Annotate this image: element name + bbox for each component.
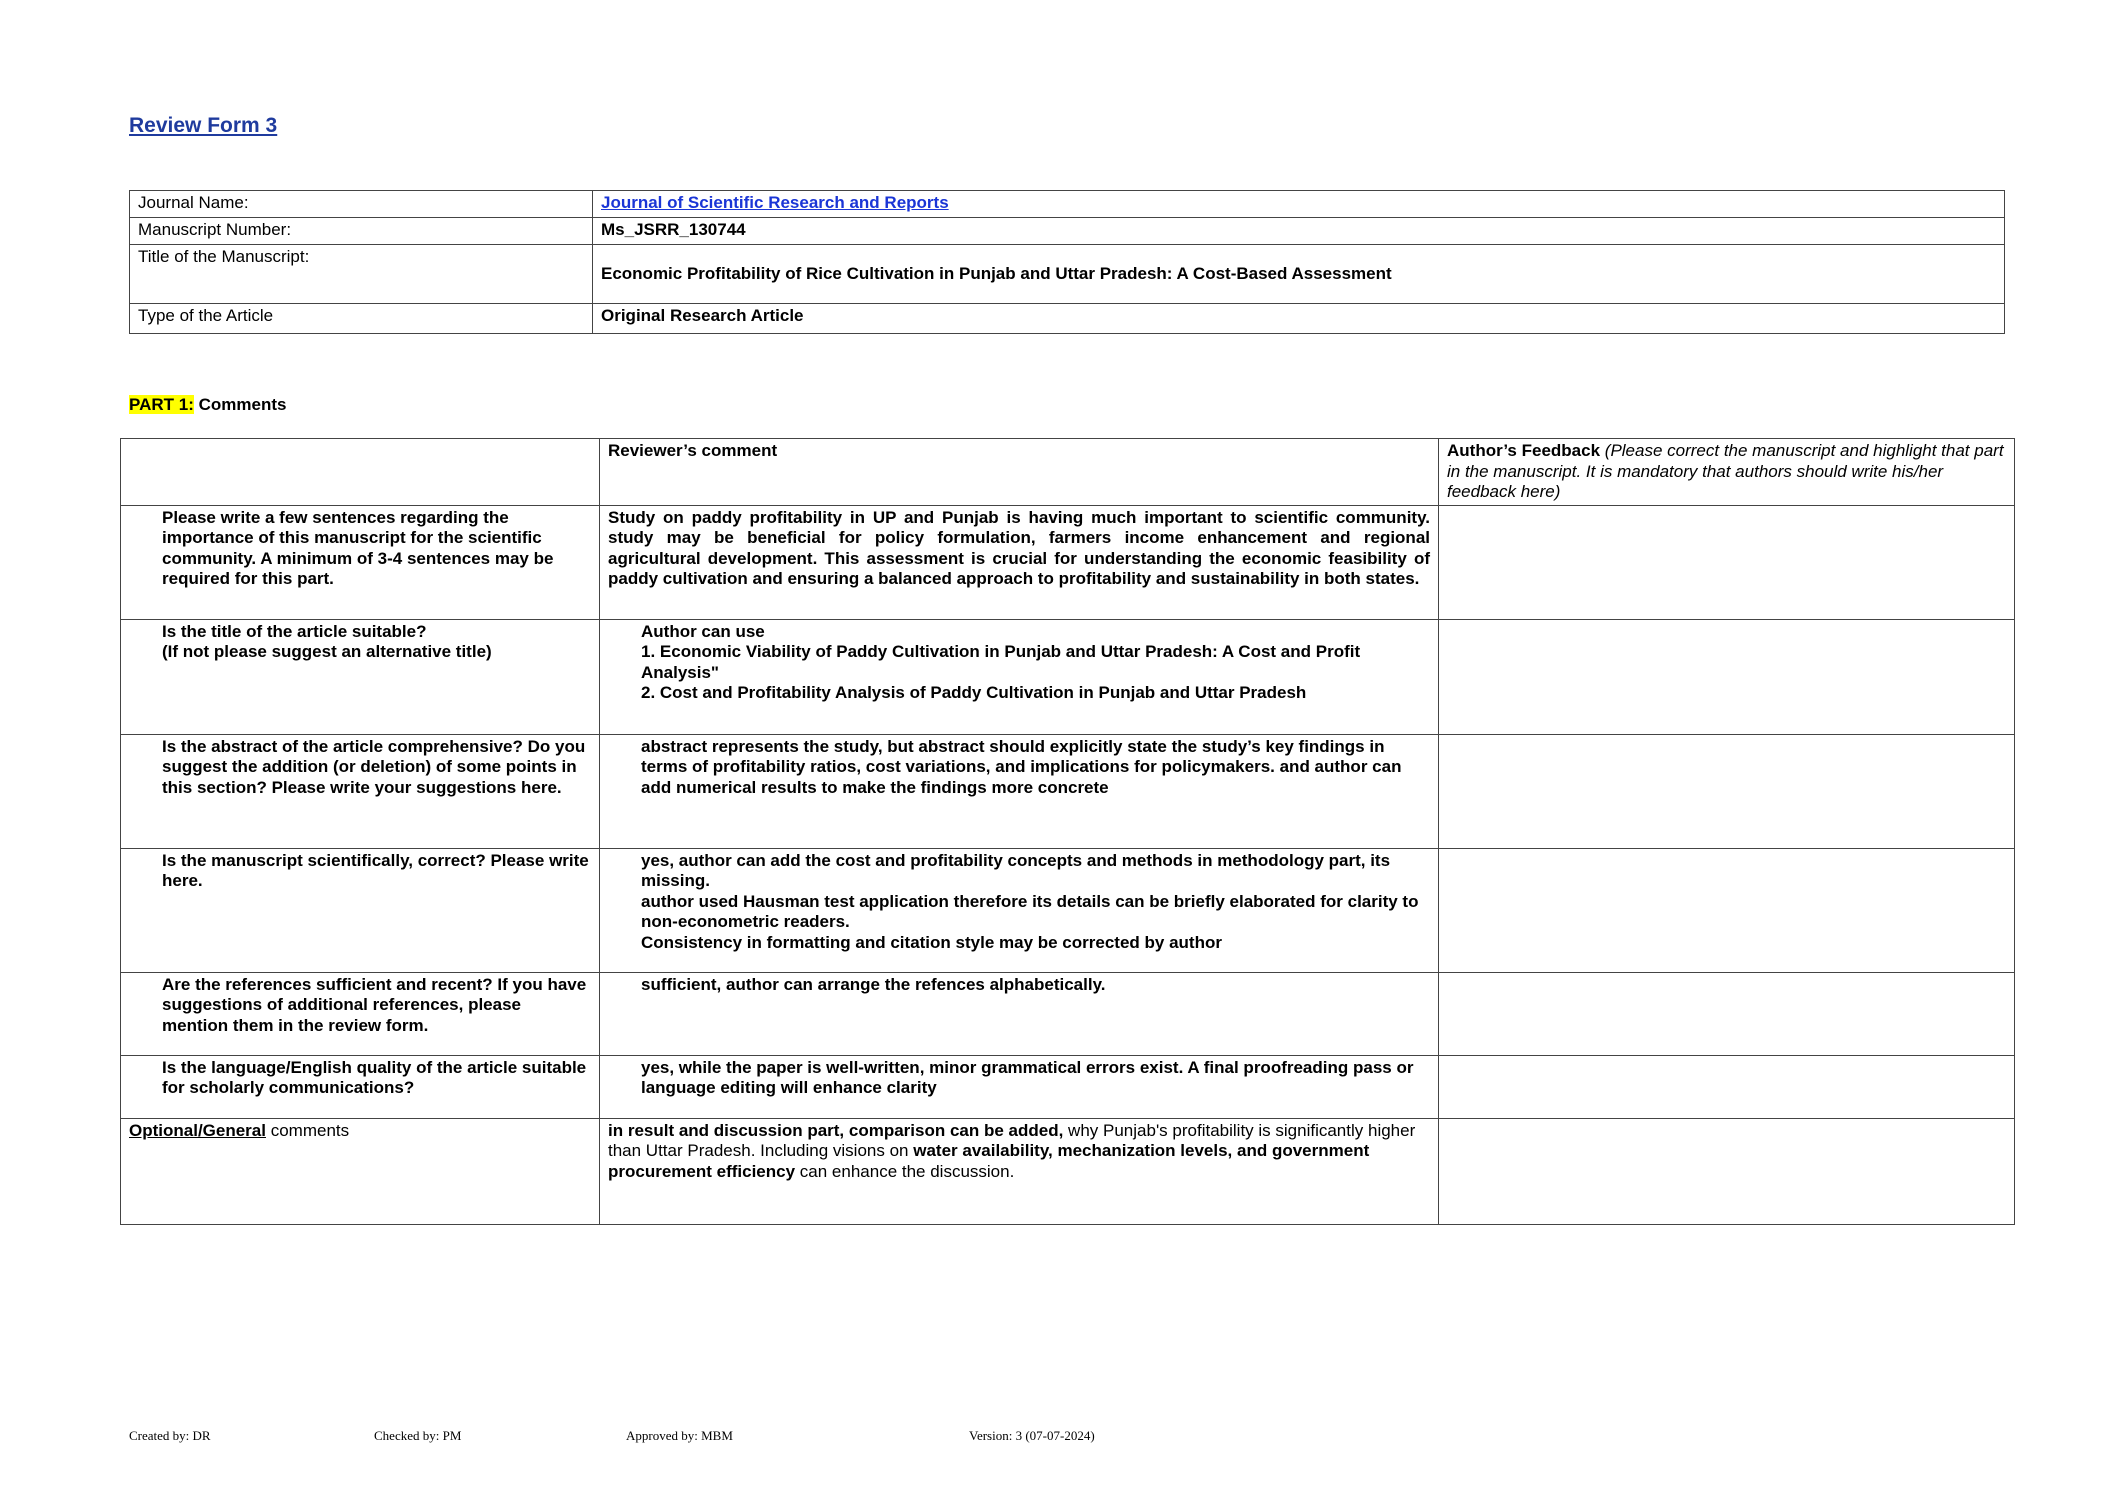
info-row-title <box>130 245 2005 304</box>
part1-title: Comments <box>198 395 287 414</box>
footer-version: Version: 3 (07-07-2024) <box>969 1428 1095 1443</box>
table-row <box>121 848 2015 972</box>
reviewer-comment: sufficient, author can arrange the refences alphabetically. <box>600 972 1439 1055</box>
reviewer-comment: Author can use 1. Economic Viability of Paddy Cultivation in Punjab and Uttar Pradesh: A Cost and Profit Analysis" 2. Cost and Profitability Analysis of Paddy Cultivation in Punjab and Uttar Pradesh <box>600 619 1439 734</box>
reviewer-comment: yes, while the paper is well-written, minor grammatical errors exist. A final proofreading pass or language editing will enhance clarity <box>600 1055 1439 1118</box>
author-feedback-cell[interactable] <box>1439 505 2015 619</box>
type-label: Type of the Article <box>130 304 593 334</box>
table-header-row <box>121 439 2015 506</box>
info-row-type <box>130 304 2005 334</box>
optional-comments-row <box>121 1118 2015 1224</box>
footer-checked: Checked by: PM <box>374 1428 462 1443</box>
table-row <box>121 1055 2015 1118</box>
reviewer-comment: Study on paddy profitability in UP and Punjab is having much important to scientific community. study may be beneficial for policy formulation, farmers income enhancement and regional agricultural development. This assessment is crucial for understanding the economic feasibility of paddy cultivation and ensuring a balanced approach to profitability and sustainability in both states. <box>600 505 1439 619</box>
title-value: Economic Profitability of Rice Cultivation in Punjab and Uttar Pradesh: A Cost-Based Assessment <box>593 245 2005 304</box>
author-feedback-header: Author’s Feedback (Please correct the manuscript and highlight that part in the manuscript. It is mandatory that authors should write his/her feedback here) <box>1439 439 2015 506</box>
manuscript-info-table <box>129 190 2005 334</box>
manuscript-label: Manuscript Number: <box>130 218 593 245</box>
question: Is the language/English quality of the article suitable for scholarly communications? <box>121 1055 600 1118</box>
table-row <box>121 734 2015 848</box>
part1-label: PART 1: <box>129 395 194 414</box>
question: Please write a few sentences regarding the importance of this manuscript for the scientific community. A minimum of 3-4 sentences may be required for this part. <box>121 505 600 619</box>
reviewer-comment: yes, author can add the cost and profitability concepts and methods in methodology part, its missing. author used Hausman test application therefore its details can be briefly elaborated for clarity to non-econometric readers. Consistency in formatting and citation style may be corrected by author <box>600 848 1439 972</box>
question: Is the abstract of the article comprehensive? Do you suggest the addition (or deletion) of some points in this section? Please write your suggestions here. <box>121 734 600 848</box>
journal-label: Journal Name: <box>130 191 593 218</box>
author-feedback-cell[interactable] <box>1439 1118 2015 1224</box>
author-feedback-cell[interactable] <box>1439 972 2015 1055</box>
author-feedback-cell[interactable] <box>1439 848 2015 972</box>
info-row-manuscript <box>130 218 2005 245</box>
question: Is the manuscript scientifically, correct? Please write here. <box>121 848 600 972</box>
optional-comment: in result and discussion part, comparison can be added, why Punjab's profitability is significantly higher than Uttar Pradesh. Including visions on water availability, mechanization levels, and government procurement efficiency can enhance the discussion. <box>600 1118 1439 1224</box>
manuscript-value: Ms_JSRR_130744 <box>593 218 2005 245</box>
journal-link[interactable]: Journal of Scientific Research and Reports <box>601 193 949 212</box>
type-value: Original Research Article <box>593 304 2005 334</box>
table-row <box>121 505 2015 619</box>
optional-label: Optional/General comments <box>121 1118 600 1224</box>
footer-approved: Approved by: MBM <box>626 1428 733 1443</box>
form-title: Review Form 3 <box>129 114 278 137</box>
author-feedback-cell[interactable] <box>1439 734 2015 848</box>
info-row-journal <box>130 191 2005 218</box>
comments-table <box>120 438 2015 1225</box>
author-feedback-cell[interactable] <box>1439 619 2015 734</box>
author-feedback-cell[interactable] <box>1439 1055 2015 1118</box>
part1-heading <box>129 395 286 415</box>
table-row <box>121 619 2015 734</box>
footer-created: Created by: DR <box>129 1428 211 1443</box>
title-label: Title of the Manuscript: <box>130 245 593 304</box>
question: Is the title of the article suitable? (If not please suggest an alternative title) <box>121 619 600 734</box>
question: Are the references sufficient and recent? If you have suggestions of additional references, please mention them in the review form. <box>121 972 600 1055</box>
reviewer-comment: abstract represents the study, but abstract should explicitly state the study’s key findings in terms of profitability ratios, cost variations, and implications for policymakers. and author can add numerical results to make the findings more concrete <box>600 734 1439 848</box>
table-row <box>121 972 2015 1055</box>
reviewer-comment-header: Reviewer’s comment <box>600 439 1439 506</box>
